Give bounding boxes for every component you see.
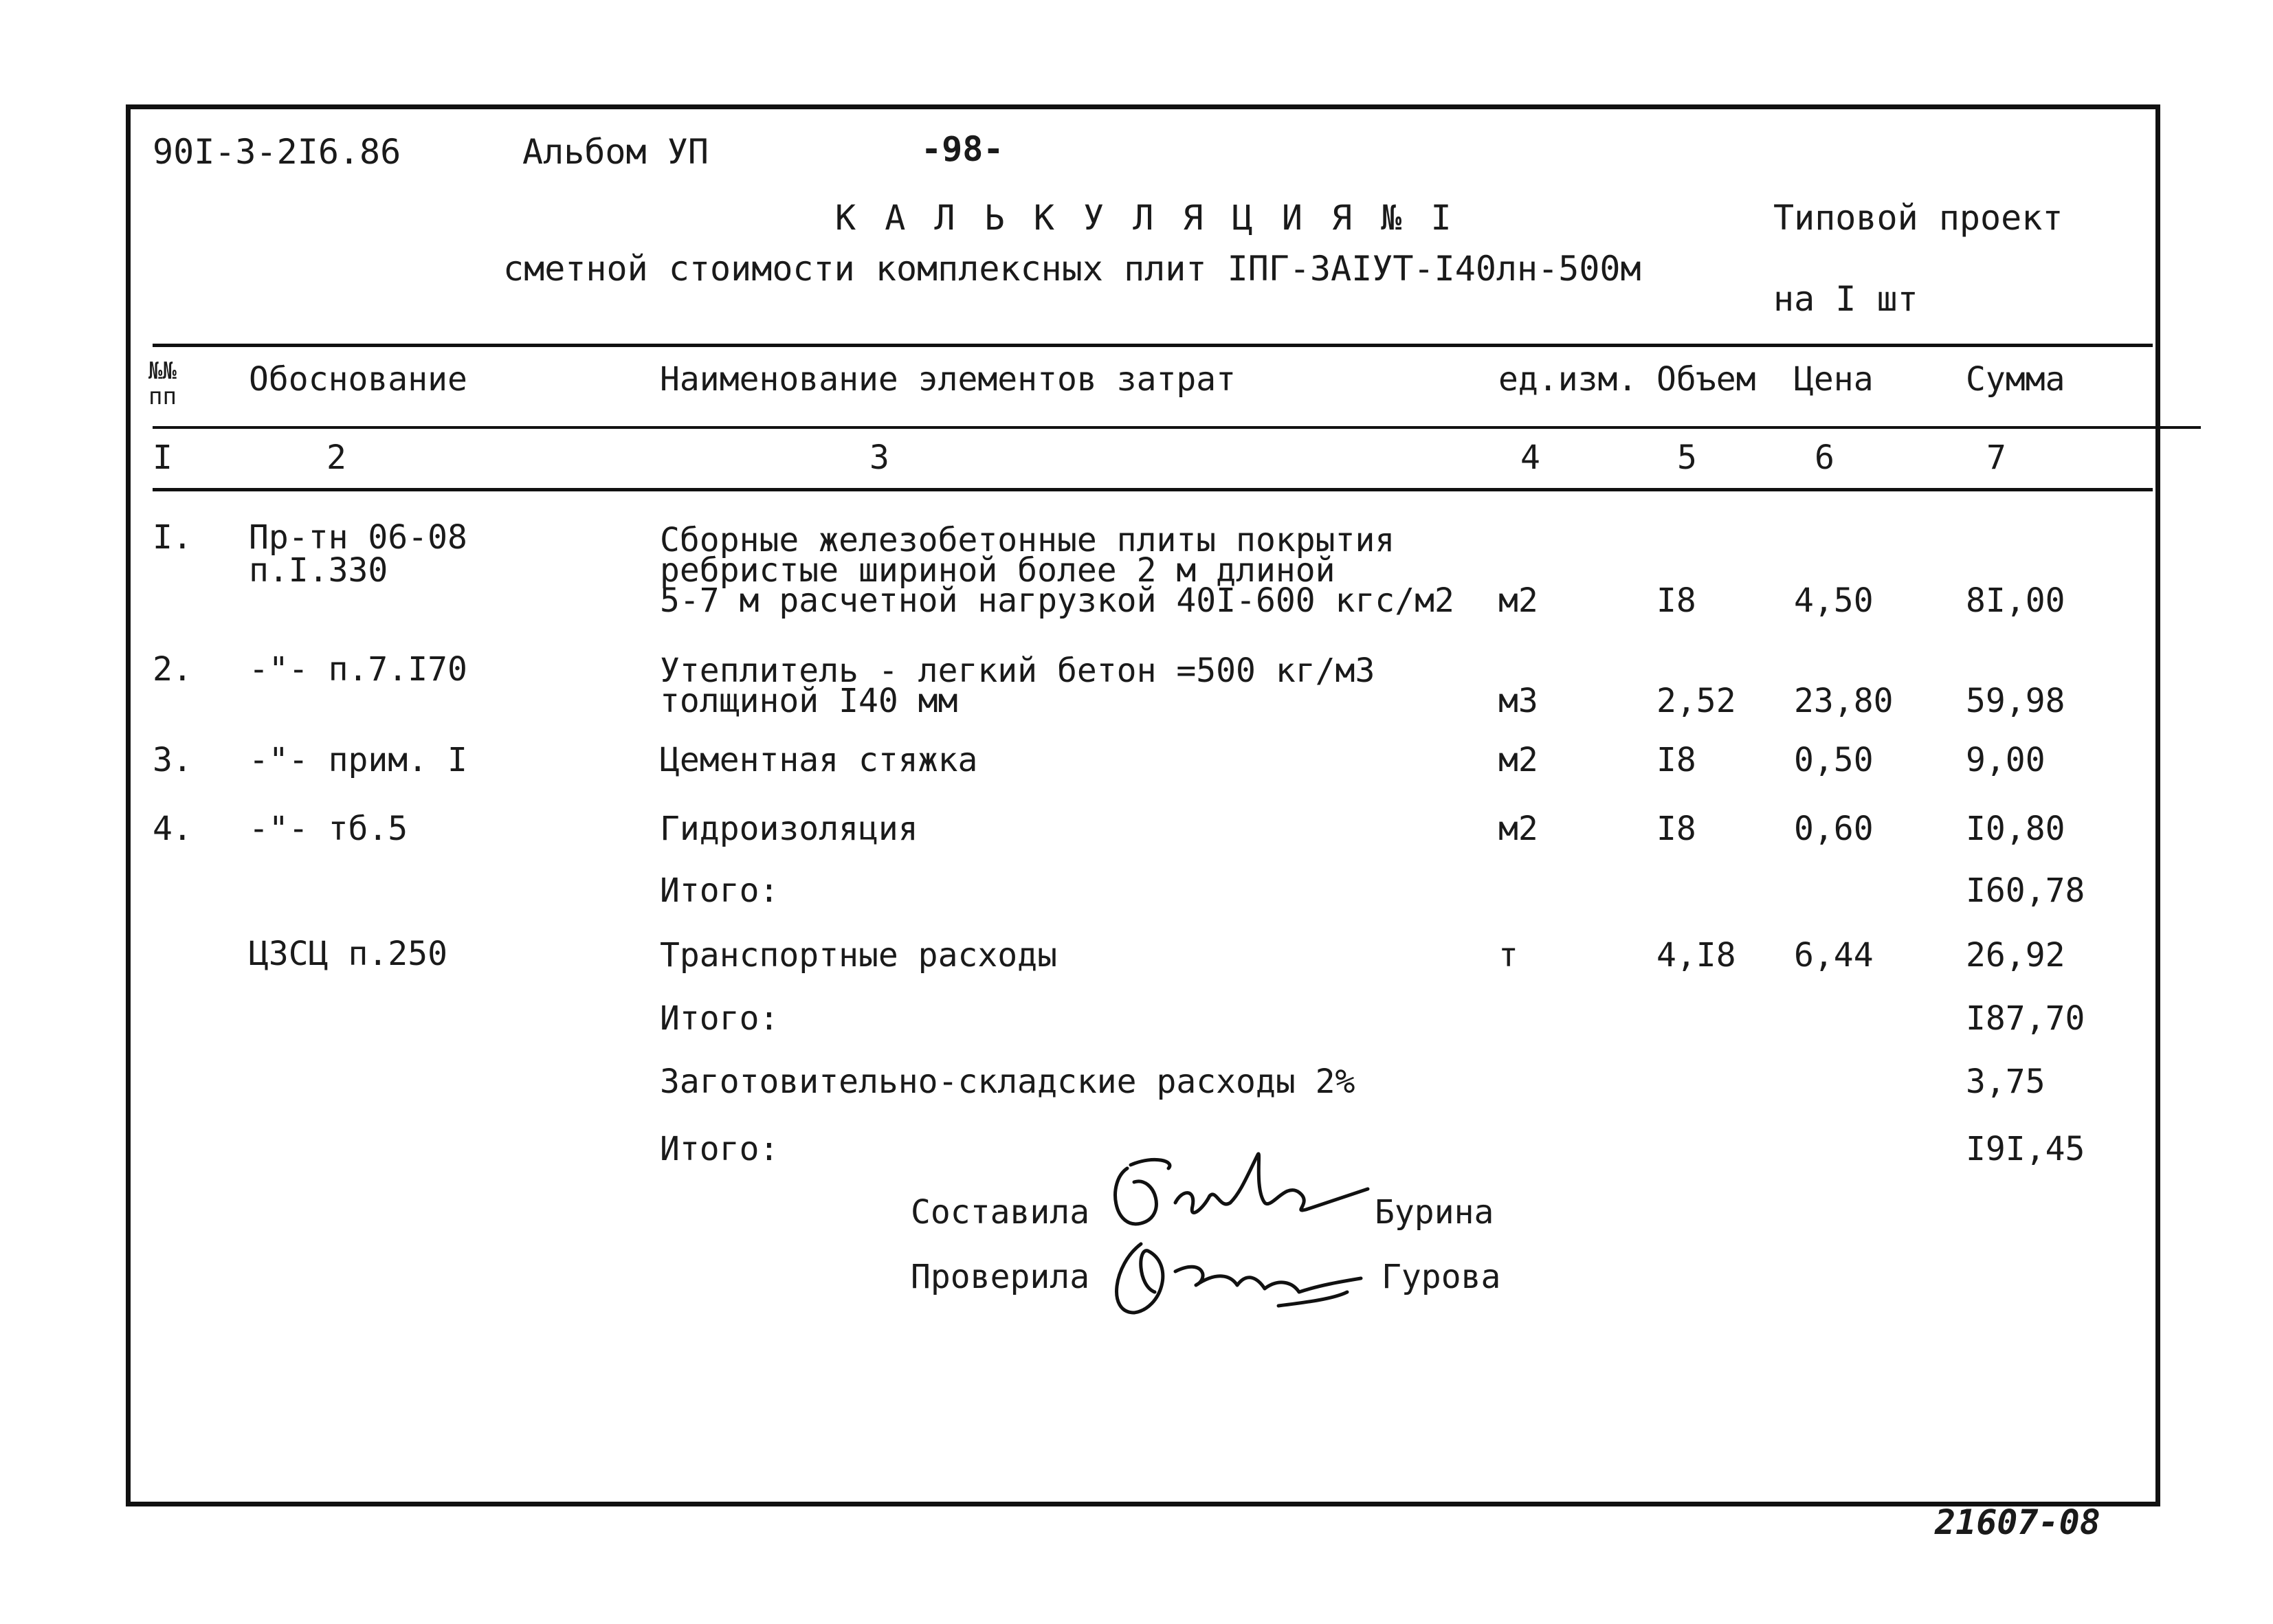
row-4-no: 4. <box>153 810 192 848</box>
column-number-2: 2 <box>326 438 346 477</box>
row-2-name-line-2: толщиной I40 мм <box>660 682 958 720</box>
row-4-sum: I0,80 <box>1966 810 2065 848</box>
row-3-volume: I8 <box>1656 741 1696 779</box>
column-numbers-rule <box>153 488 2153 491</box>
document-title: К А Л Ь К У Л Я Ц И Я № I <box>835 198 1456 238</box>
row-4-unit: м2 <box>1498 810 1538 848</box>
transport-unit: т <box>1498 936 1518 975</box>
document-subtitle: сметной стоимости комплексных плит IПГ-3АIУТ-I40лн-500м <box>503 249 1641 289</box>
row-1-name-line-2: ребристые шириной более 2 м длиной <box>660 551 1335 590</box>
transport-volume: 4,I8 <box>1656 936 1736 975</box>
row-2-volume: 2,52 <box>1656 682 1736 720</box>
column-number-7: 7 <box>1986 438 2006 477</box>
row-4-basis: -"- тб.5 <box>249 810 408 848</box>
row-4-volume: I8 <box>1656 810 1696 848</box>
column-number-5: 5 <box>1677 438 1697 477</box>
row-1-price: 4,50 <box>1794 581 1874 620</box>
subtotal-2-sum: I87,70 <box>1966 999 2085 1038</box>
album-label: Альбом УП <box>522 132 709 172</box>
subtotal-2-label: Итого: <box>660 999 779 1038</box>
row-1-sum: 8I,00 <box>1966 581 2065 620</box>
row-4-price: 0,60 <box>1794 810 1874 848</box>
column-number-4: 4 <box>1520 438 1540 477</box>
header-price: Цена <box>1794 360 1874 399</box>
row-2-price: 23,80 <box>1794 682 1894 720</box>
checked-signature <box>1100 1223 1375 1326</box>
header-bottom-rule <box>153 426 2201 429</box>
checked-by-name: Гурова <box>1382 1258 1501 1296</box>
row-1-name-line-3: 5-7 м расчетной нагрузкой 40I-600 кгс/м2 <box>660 581 1454 620</box>
total-label: Итого: <box>660 1130 779 1168</box>
transport-price: 6,44 <box>1794 936 1874 975</box>
subtotal-1-label: Итого: <box>660 871 779 910</box>
row-2-name-line-1: Утеплитель - легкий бетон =500 кг/м3 <box>660 652 1375 690</box>
row-3-price: 0,50 <box>1794 741 1874 779</box>
row-3-unit: м2 <box>1498 741 1538 779</box>
row-2-basis: -"- п.7.I70 <box>249 650 467 689</box>
header-unit: ед.изм. <box>1498 360 1638 399</box>
page-number: -98- <box>921 129 1004 169</box>
project-code: 90I-3-2I6.86 <box>153 132 401 172</box>
row-3-no: 3. <box>153 741 192 779</box>
transport-name: Транспортные расходы <box>660 936 1057 975</box>
storage-expenses-name: Заготовительно-складские расходы 2% <box>660 1063 1355 1101</box>
header-sum: Сумма <box>1966 360 2065 399</box>
subtotal-1-sum: I60,78 <box>1966 871 2085 910</box>
transport-sum: 26,92 <box>1966 936 2065 975</box>
row-3-name: Цементная стяжка <box>660 741 978 779</box>
row-1-no: I. <box>153 518 192 557</box>
storage-expenses-sum: 3,75 <box>1966 1063 2045 1101</box>
row-3-sum: 9,00 <box>1966 741 2045 779</box>
total-sum: I9I,45 <box>1966 1130 2085 1168</box>
project-type: Типовой проект <box>1773 198 2063 238</box>
row-1-basis-line-2: п.I.330 <box>249 551 388 590</box>
header-basis: Обоснование <box>249 360 467 399</box>
column-number-6: 6 <box>1815 438 1834 477</box>
unit-basis: на I шт <box>1773 279 1918 319</box>
transport-basis: ЦЗСЦ п.250 <box>249 935 447 973</box>
header-top-rule <box>153 344 2153 347</box>
row-1-volume: I8 <box>1656 581 1696 620</box>
header-no: №№ пп <box>148 357 177 411</box>
column-number-3: 3 <box>869 438 889 477</box>
compiled-by-label: Составила <box>911 1193 1090 1232</box>
row-4-name: Гидроизоляция <box>660 810 918 848</box>
row-2-no: 2. <box>153 650 192 689</box>
header-volume: Объем <box>1656 360 1756 399</box>
archive-number: 21607-08 <box>1935 1502 2100 1542</box>
column-number-1: I <box>153 438 173 477</box>
compiled-by-name: Бурина <box>1375 1193 1494 1232</box>
row-1-unit: м2 <box>1498 581 1538 620</box>
row-1-basis-line-1: Пр-тн 06-08 <box>249 518 467 557</box>
row-2-unit: м3 <box>1498 682 1538 720</box>
row-3-basis: -"- прим. I <box>249 741 467 779</box>
row-1-name-line-1: Сборные железобетонные плиты покрытия <box>660 521 1395 559</box>
checked-by-label: Проверила <box>911 1258 1090 1296</box>
row-2-sum: 59,98 <box>1966 682 2065 720</box>
header-name: Наименование элементов затрат <box>660 360 1237 399</box>
